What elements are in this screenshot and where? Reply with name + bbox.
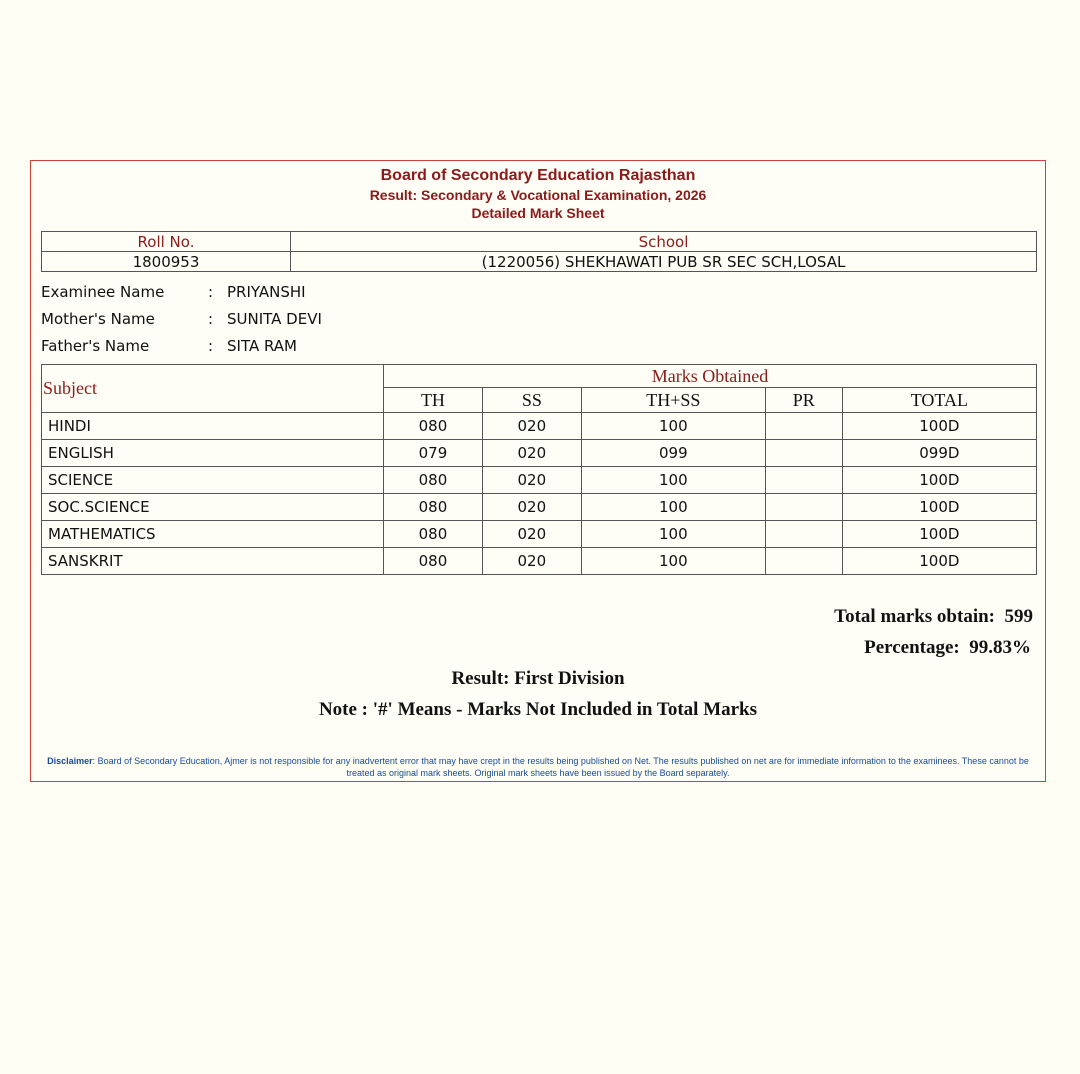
board-title: Board of Secondary Education Rajasthan bbox=[380, 167, 696, 184]
note-text: Note : '#' Means - Marks Not Included in Total Marks bbox=[318, 699, 758, 720]
table-row bbox=[42, 413, 1037, 440]
subject-cell: HINDI bbox=[42, 413, 384, 440]
pr-cell bbox=[765, 521, 842, 548]
subject-cell: SCIENCE bbox=[42, 467, 384, 494]
examinee-name-value: PRIYANSHI bbox=[227, 283, 306, 301]
th-cell: 080 bbox=[384, 548, 483, 575]
pr-cell bbox=[765, 440, 842, 467]
total-cell: 100D bbox=[842, 494, 1036, 521]
disclaimer bbox=[35, 755, 1041, 779]
result-text: Result: First Division bbox=[451, 668, 625, 689]
subject-header: Subject bbox=[42, 365, 384, 413]
total-cell: 100D bbox=[842, 521, 1036, 548]
thss-cell: 100 bbox=[581, 548, 765, 575]
total-marks-label: Total marks obtain: bbox=[834, 606, 995, 627]
marks-table bbox=[41, 364, 1037, 575]
ss-cell: 020 bbox=[482, 413, 581, 440]
table-row bbox=[42, 494, 1037, 521]
exam-title: Result: Secondary & Vocational Examination, 2026 bbox=[369, 187, 707, 203]
sheet-title: Detailed Mark Sheet bbox=[471, 205, 605, 221]
examinee-name-label: Examinee Name bbox=[41, 283, 165, 301]
subject-cell: SANSKRIT bbox=[42, 548, 384, 575]
table-row bbox=[42, 467, 1037, 494]
col-thss-header: TH+SS bbox=[581, 388, 765, 413]
table-row bbox=[42, 521, 1037, 548]
marks-obtained-header: Marks Obtained bbox=[384, 365, 1037, 388]
thss-cell: 100 bbox=[581, 413, 765, 440]
thss-cell: 100 bbox=[581, 467, 765, 494]
th-cell: 080 bbox=[384, 467, 483, 494]
col-pr-header: PR bbox=[765, 388, 842, 413]
total-cell: 100D bbox=[842, 548, 1036, 575]
table-row bbox=[42, 548, 1037, 575]
col-total-header: TOTAL bbox=[842, 388, 1036, 413]
subject-cell: MATHEMATICS bbox=[42, 521, 384, 548]
total-marks-value: 599 bbox=[1004, 606, 1033, 627]
thss-cell: 100 bbox=[581, 494, 765, 521]
ss-cell: 020 bbox=[482, 494, 581, 521]
disclaimer-text: : Board of Secondary Education, Ajmer is not responsible for any inadvertent error that may have crept in the results being published on Net. The results published on net are for immediate information to the examinees. These cannot be treated as original mark sheets. Original mark sheets have been issued by the Board separately. bbox=[92, 756, 1029, 778]
mark-sheet: Board of Secondary Education Rajasthan Result: Secondary & Vocational Examination, 2026 Detailed Mark Sheet Roll No. School 1800953 (1220056) SHEKHAWATI PUB SR SEC SCH,LOSAL Examinee Name : PRIYANSHI Mother's Name : SUNITA DEVI Father's Name : SITA RAM Subject Marks Obtained TH SS TH+SS PR TOTAL HINDI 080 020 100 100D ENGLISH 079 020 099 099D SCIENCE 080 020 100 100D SOC.SCIENCE 080 020 100 100D MATHEMATICS 080 020 100 100D SANSKRIT 080 020 100 100D Total marks obtain: 599 Percentage: 99.83% Result: First Division Note : '#' Means - Marks Not Included in Total Marks Disclaimer: Board of Secondary Education, Ajmer is not responsible for any inadvertent error that may have crept in the results being published on Net. The results published on net are for immediate information to the examinees. These cannot be treated as original mark sheets. Original mark sheets have been issued by the Board separately. bbox=[30, 160, 1046, 782]
subject-cell: ENGLISH bbox=[42, 440, 384, 467]
roll-value: 1800953 bbox=[42, 252, 291, 272]
school-label: School bbox=[291, 232, 1037, 252]
father-name-label: Father's Name bbox=[41, 337, 150, 355]
father-name-value: SITA RAM bbox=[227, 337, 297, 355]
pr-cell bbox=[765, 467, 842, 494]
pr-cell bbox=[765, 548, 842, 575]
total-cell: 100D bbox=[842, 413, 1036, 440]
school-value: (1220056) SHEKHAWATI PUB SR SEC SCH,LOSAL bbox=[291, 252, 1037, 272]
percentage-value: 99.83% bbox=[969, 637, 1031, 658]
ss-cell: 020 bbox=[482, 548, 581, 575]
total-marks bbox=[834, 606, 1033, 628]
thss-cell: 100 bbox=[581, 521, 765, 548]
mother-name-label: Mother's Name bbox=[41, 310, 155, 328]
disclaimer-label: Disclaimer bbox=[47, 756, 93, 766]
th-cell: 080 bbox=[384, 494, 483, 521]
table-row bbox=[42, 440, 1037, 467]
ss-cell: 020 bbox=[482, 467, 581, 494]
col-ss-header: SS bbox=[482, 388, 581, 413]
roll-label: Roll No. bbox=[42, 232, 291, 252]
th-cell: 080 bbox=[384, 521, 483, 548]
percentage-label: Percentage: bbox=[864, 637, 960, 658]
total-cell: 100D bbox=[842, 467, 1036, 494]
thss-cell: 099 bbox=[581, 440, 765, 467]
pr-cell bbox=[765, 413, 842, 440]
total-cell: 099D bbox=[842, 440, 1036, 467]
col-th-header: TH bbox=[384, 388, 483, 413]
th-cell: 080 bbox=[384, 413, 483, 440]
th-cell: 079 bbox=[384, 440, 483, 467]
mother-name-value: SUNITA DEVI bbox=[227, 310, 322, 328]
ss-cell: 020 bbox=[482, 440, 581, 467]
roll-table bbox=[41, 231, 1037, 272]
percentage bbox=[864, 637, 1031, 659]
ss-cell: 020 bbox=[482, 521, 581, 548]
subject-cell: SOC.SCIENCE bbox=[42, 494, 384, 521]
pr-cell bbox=[765, 494, 842, 521]
